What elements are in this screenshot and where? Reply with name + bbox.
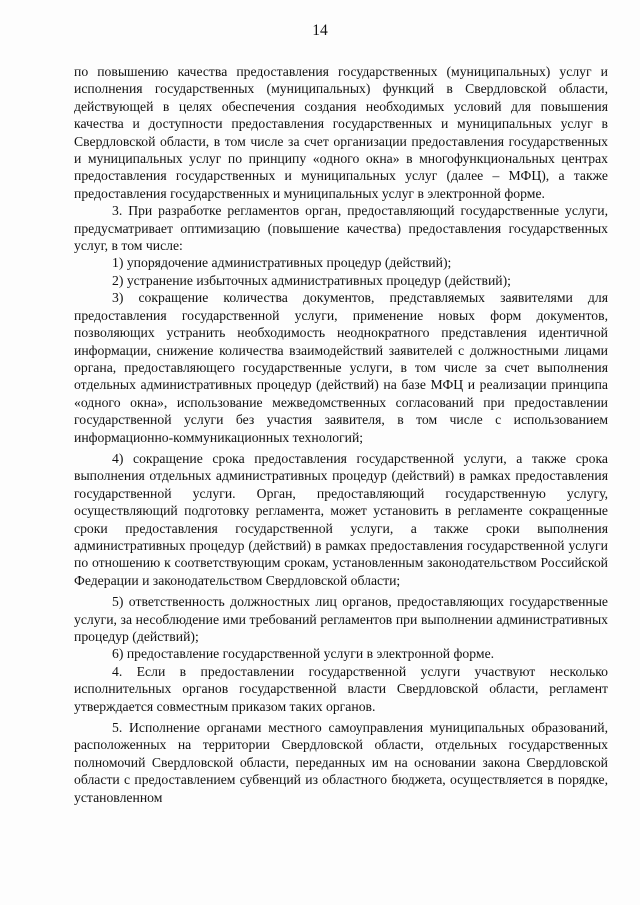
paragraph-item-4: 4. Если в предоставлении государственной услуги участвуют несколько исполнительных органов государственной власти Свердловской области, регламент утверждается совместным приказом таких органов.: [74, 663, 608, 714]
document-body: [74, 63, 608, 806]
list-item-4: 4) сокращение срока предоставления государственной услуги, а также срока выполнения отдельных административных процедур (действий) в рамках предоставления государственной услуги. Орган, предоставляющий государственную услугу, осуществляющий подготовку регламента, может установить в регламенте сокращенные сроки предоставления государственной услуги, а также сроки выполнения административных процедур (действий) в рамках предоставления государственной услуги по отношению к соответствующим срокам, установленным законодательством Российской Федерации и законодательством Свердловской области;: [74, 450, 608, 588]
page-number: 14: [312, 22, 328, 39]
list-item-2: 2) устранение избыточных административных процедур (действий);: [112, 272, 511, 288]
paragraph-item-3: 3. При разработке регламентов орган, предоставляющий государственные услуги, предусматривает оптимизацию (повышение качества) предоставления государственных услуг, в том числе:: [74, 203, 608, 254]
list-item-1: 1) упорядочение административных процедур (действий);: [112, 255, 452, 271]
list-item-3: 3) сокращение количества документов, представляемых заявителями для предоставления государственной услуги, применение новых форм документов, позволяющих устранить необходимость неоднократного представления идентичной информации, снижение количества взаимодействий заявителей с должностными лицами органа, предоставляющего государственные услуги, в том числе за счет выполнения отдельных административных процедур (действий) на базе МФЦ и реализации принципа «одного окна», использование межведомственных согласований при предоставлении государственной услуги без участия заявителя, в том числе с использованием информационно-коммуникационных технологий;: [74, 290, 608, 445]
paragraph-item-5: 5. Исполнение органами местного самоуправления муниципальных образований, расположенных на территории Свердловской области, отдельных государственных полномочий Свердловской области, переданных им на основании закона Свердловской области с предоставлением субвенций из областного бюджета, осуществляется в порядке, установленном: [74, 720, 608, 805]
list-item-6: 6) предоставление государственной услуги в электронной форме.: [112, 646, 495, 662]
list-item-5: 5) ответственность должностных лиц органов, предоставляющих государственные услуги, за несоблюдение ими требований регламентов при выполнении административных процедур (действий);: [74, 594, 608, 644]
paragraph-continuation: по повышению качества предоставления государственных (муниципальных) услуг и исполнения государственных (муниципальных) функций в Свердловской области, действующей в целях обеспечения создания необходимых условий для повышения качества и доступности предоставления государственных и муниципальных услуг в Свердловской области, в том числе за счет организации предоставления государственных и муниципальных услуг по принципу «одного окна» в многофункциональных центрах предоставления государственных и муниципальных услуг (далее – МФЦ), а также предоставления государственных и муниципальных услуг в электронной форме.: [74, 64, 608, 201]
